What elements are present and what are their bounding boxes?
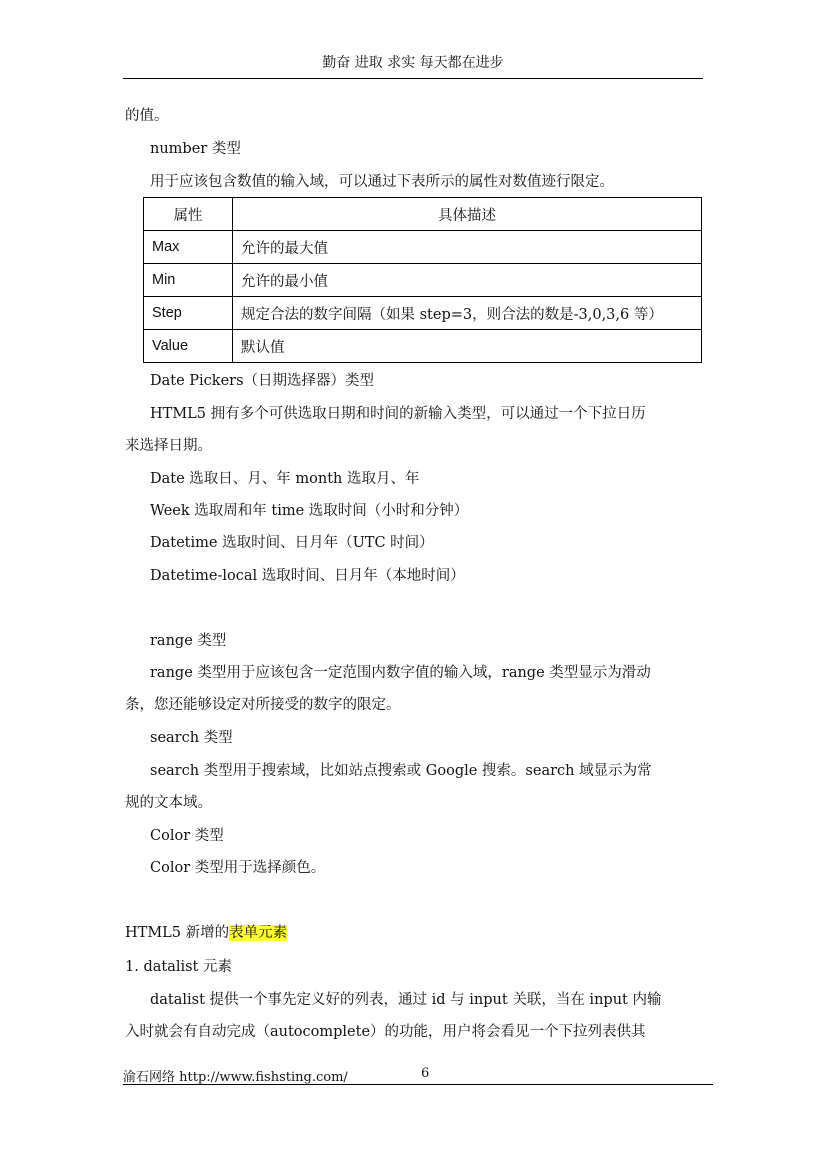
date-pickers-heading: Date Pickers（日期选择器）类型 (150, 373, 375, 389)
datetime-line: Datetime 选取时间、日月年（UTC 时间） (150, 535, 434, 551)
table-header-desc: 具体描述 (233, 198, 702, 231)
table-cell-attr: Value (144, 330, 233, 363)
table-cell-desc: 允许的最小值 (233, 264, 702, 297)
highlighted-text: 表单元素 (229, 925, 288, 941)
number-heading: number 类型 (150, 141, 241, 157)
table-row (144, 297, 702, 330)
color-description: Color 类型用于选择颜色。 (150, 860, 326, 876)
range-description-1: range 类型用于应该包含一定范围内数字值的输入域，range 类型显示为滑动 (150, 665, 651, 681)
date-description-1: HTML5 拥有多个可供选取日期和时间的新输入类型，可以通过一个下拉日历 (150, 406, 646, 422)
week-time-line: Week 选取周和年 time 选取时间（小时和分钟） (150, 503, 469, 519)
search-description-1: search 类型用于搜索域，比如站点搜索或 Google 搜索。search 域显示为常 (150, 763, 652, 779)
page-header: 勤奋 进取 求实 每天都在进步 (123, 52, 703, 79)
table-cell-attr: Max (144, 231, 233, 264)
search-heading: search 类型 (150, 730, 233, 746)
table-row (144, 231, 702, 264)
table-cell-desc: 允许的最大值 (233, 231, 702, 264)
date-month-line: Date 选取日、月、年 month 选取月、年 (150, 471, 420, 487)
number-attributes-table (143, 197, 702, 363)
datetime-local-line: Datetime-local 选取时间、日月年（本地时间） (150, 568, 465, 584)
table-cell-attr: Step (144, 297, 233, 330)
datalist-description-2: 入时就会有自动完成（autocomplete）的功能，用户将会看见一个下拉列表供其 (125, 1024, 646, 1040)
datalist-heading: 1. datalist 元素 (125, 959, 232, 975)
date-description-2: 来选择日期。 (125, 438, 212, 454)
table-row (144, 330, 702, 363)
search-description-2: 规的文本域。 (125, 795, 212, 811)
table-row (144, 264, 702, 297)
continued-text: 的值。 (125, 108, 169, 124)
footer-site: 渝石网络 http://www.fishsting.com/ (123, 1070, 348, 1085)
datalist-description-1: datalist 提供一个事先定义好的列表，通过 id 与 input 关联，当在 input 内输 (150, 992, 662, 1008)
table-cell-attr: Min (144, 264, 233, 297)
range-description-2: 条，您还能够设定对所接受的数字的限定。 (125, 697, 401, 713)
table-cell-desc: 默认值 (233, 330, 702, 363)
color-heading: Color 类型 (150, 828, 224, 844)
table-header-attr: 属性 (144, 198, 233, 231)
number-description: 用于应该包含数值的输入域，可以通过下表所示的属性对数值迹行限定。 (150, 174, 614, 190)
page-footer (123, 1066, 713, 1085)
html5-form-elements-heading (125, 923, 287, 943)
table-header-row (144, 198, 702, 231)
table-cell-desc: 规定合法的数字间隔（如果 step=3，则合法的数是-3,0,3,6 等） (233, 297, 702, 330)
range-heading: range 类型 (150, 633, 227, 649)
html5-heading-prefix: HTML5 新增的 (125, 925, 230, 941)
page-number: 6 (421, 1066, 430, 1081)
